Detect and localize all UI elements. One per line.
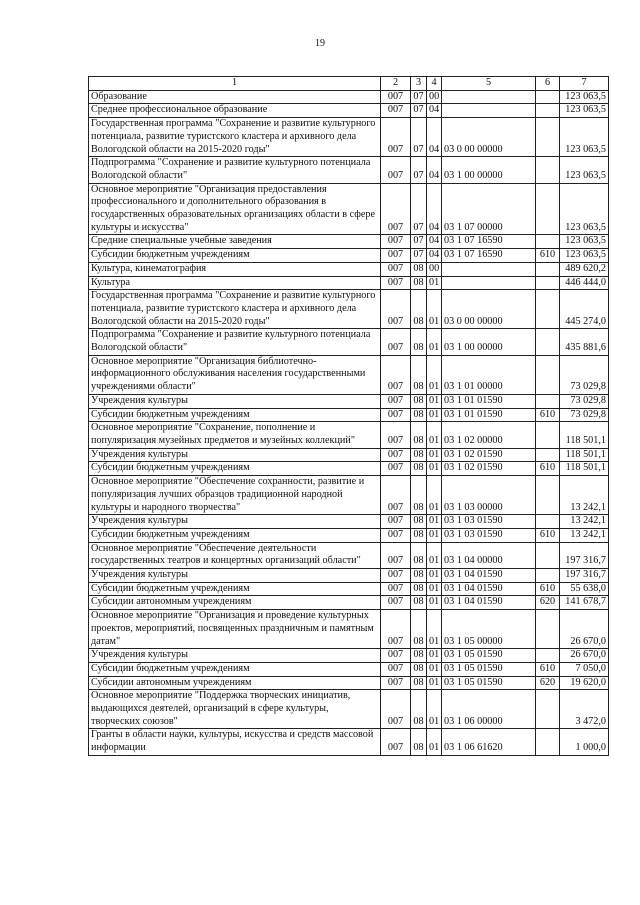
row-target-article	[442, 276, 536, 290]
row-ministry-code: 007	[381, 610, 411, 649]
row-amount: 7 050,0	[560, 662, 609, 676]
table-row	[89, 157, 609, 183]
table-row	[89, 183, 609, 235]
table-row	[89, 422, 609, 448]
row-name: Основное мероприятие "Обеспечение деятельности государственных театров и концертных организаций области"	[89, 542, 381, 568]
row-name: Подпрограмма "Сохранение и развитие культурного потенциала Вологодской области"	[89, 157, 381, 183]
row-amount: 141 678,7	[560, 596, 609, 610]
table-row	[89, 610, 609, 649]
row-section-code: 08	[411, 676, 427, 690]
row-amount: 197 316,7	[560, 542, 609, 568]
row-ministry-code: 007	[381, 542, 411, 568]
row-amount: 123 063,5	[560, 118, 609, 157]
row-ministry-code: 007	[381, 515, 411, 529]
row-name: Государственная программа "Сохранение и развитие культурного потенциала, развитие туристского кластера и архивного дела Вологодской области на 2015-2020 годы"	[89, 290, 381, 329]
table-row	[89, 582, 609, 596]
row-name: Субсидии бюджетным учреждениям	[89, 408, 381, 422]
table-row	[89, 528, 609, 542]
row-subsection-code: 04	[427, 235, 442, 249]
row-amount: 55 638,0	[560, 582, 609, 596]
row-expense-type	[536, 329, 560, 355]
row-ministry-code: 007	[381, 448, 411, 462]
row-section-code: 08	[411, 329, 427, 355]
row-subsection-code: 04	[427, 183, 442, 235]
table-row	[89, 448, 609, 462]
row-subsection-code: 01	[427, 528, 442, 542]
row-expense-type	[536, 515, 560, 529]
page-number: 19	[315, 38, 325, 49]
row-subsection-code: 01	[427, 290, 442, 329]
row-name: Субсидии автономным учреждениям	[89, 676, 381, 690]
row-subsection-code: 01	[427, 729, 442, 755]
row-amount: 26 670,0	[560, 649, 609, 663]
row-name: Учреждения культуры	[89, 649, 381, 663]
row-section-code: 08	[411, 610, 427, 649]
header-col-2: 2	[381, 77, 411, 91]
row-expense-type	[536, 262, 560, 276]
row-ministry-code: 007	[381, 262, 411, 276]
row-section-code: 07	[411, 104, 427, 118]
row-name: Учреждения культуры	[89, 515, 381, 529]
row-amount: 73 029,8	[560, 355, 609, 394]
row-section-code: 08	[411, 422, 427, 448]
table-row	[89, 569, 609, 583]
row-ministry-code: 007	[381, 476, 411, 515]
row-section-code: 08	[411, 276, 427, 290]
row-subsection-code: 01	[427, 462, 442, 476]
row-expense-type	[536, 448, 560, 462]
row-ministry-code: 007	[381, 118, 411, 157]
row-name: Основное мероприятие "Сохранение, пополнение и популяризация музейных предметов и музейных коллекций"	[89, 422, 381, 448]
row-target-article: 03 1 06 61620	[442, 729, 536, 755]
row-subsection-code: 01	[427, 542, 442, 568]
row-expense-type	[536, 476, 560, 515]
row-section-code: 07	[411, 118, 427, 157]
row-amount: 123 063,5	[560, 90, 609, 104]
row-target-article: 03 1 03 01590	[442, 515, 536, 529]
row-name: Культура	[89, 276, 381, 290]
row-amount: 1 000,0	[560, 729, 609, 755]
row-section-code: 07	[411, 249, 427, 263]
row-subsection-code: 01	[427, 276, 442, 290]
row-ministry-code: 007	[381, 690, 411, 729]
row-expense-type	[536, 104, 560, 118]
row-subsection-code: 01	[427, 408, 442, 422]
row-expense-type	[536, 157, 560, 183]
table-row	[89, 262, 609, 276]
row-expense-type	[536, 235, 560, 249]
header-col-5: 5	[442, 77, 536, 91]
row-ministry-code: 007	[381, 649, 411, 663]
table-row	[89, 662, 609, 676]
table-header-row	[89, 77, 609, 91]
row-amount: 123 063,5	[560, 183, 609, 235]
row-ministry-code: 007	[381, 276, 411, 290]
row-expense-type: 610	[536, 528, 560, 542]
row-expense-type: 610	[536, 582, 560, 596]
row-expense-type: 620	[536, 676, 560, 690]
table-row	[89, 408, 609, 422]
row-section-code: 08	[411, 515, 427, 529]
row-section-code: 08	[411, 528, 427, 542]
row-ministry-code: 007	[381, 90, 411, 104]
row-amount: 73 029,8	[560, 394, 609, 408]
row-target-article: 03 1 07 16590	[442, 235, 536, 249]
table-row	[89, 394, 609, 408]
row-subsection-code: 01	[427, 329, 442, 355]
row-subsection-code: 04	[427, 249, 442, 263]
row-ministry-code: 007	[381, 596, 411, 610]
row-target-article: 03 1 03 01590	[442, 528, 536, 542]
row-subsection-code: 01	[427, 569, 442, 583]
row-expense-type: 610	[536, 408, 560, 422]
row-name: Государственная программа "Сохранение и развитие культурного потенциала, развитие туристского кластера и архивного дела Вологодской области на 2015-2020 годы"	[89, 118, 381, 157]
row-section-code: 07	[411, 183, 427, 235]
row-name: Субсидии бюджетным учреждениям	[89, 528, 381, 542]
table-row	[89, 104, 609, 118]
row-target-article: 03 1 05 00000	[442, 610, 536, 649]
row-amount: 73 029,8	[560, 408, 609, 422]
table-row	[89, 476, 609, 515]
row-expense-type	[536, 355, 560, 394]
row-amount: 435 881,6	[560, 329, 609, 355]
row-amount: 489 620,2	[560, 262, 609, 276]
table-row	[89, 118, 609, 157]
row-section-code: 08	[411, 462, 427, 476]
row-expense-type	[536, 422, 560, 448]
row-amount: 3 472,0	[560, 690, 609, 729]
row-section-code: 07	[411, 157, 427, 183]
table-row	[89, 649, 609, 663]
table-row	[89, 290, 609, 329]
row-expense-type	[536, 276, 560, 290]
table-row	[89, 90, 609, 104]
row-target-article: 03 0 00 00000	[442, 118, 536, 157]
row-target-article	[442, 262, 536, 276]
row-ministry-code: 007	[381, 729, 411, 755]
table-row	[89, 249, 609, 263]
row-subsection-code: 00	[427, 262, 442, 276]
row-section-code: 08	[411, 542, 427, 568]
row-section-code: 08	[411, 569, 427, 583]
row-subsection-code: 01	[427, 515, 442, 529]
row-subsection-code: 01	[427, 582, 442, 596]
table-row	[89, 329, 609, 355]
table-row	[89, 542, 609, 568]
row-subsection-code: 01	[427, 422, 442, 448]
row-target-article: 03 0 00 00000	[442, 290, 536, 329]
row-expense-type	[536, 729, 560, 755]
row-amount: 445 274,0	[560, 290, 609, 329]
row-amount: 197 316,7	[560, 569, 609, 583]
row-target-article: 03 1 07 16590	[442, 249, 536, 263]
row-amount: 13 242,1	[560, 515, 609, 529]
row-target-article: 03 1 01 01590	[442, 408, 536, 422]
row-section-code: 07	[411, 90, 427, 104]
row-ministry-code: 007	[381, 462, 411, 476]
row-name: Субсидии бюджетным учреждениям	[89, 462, 381, 476]
row-section-code: 08	[411, 476, 427, 515]
row-ministry-code: 007	[381, 290, 411, 329]
row-name: Учреждения культуры	[89, 569, 381, 583]
row-name: Учреждения культуры	[89, 448, 381, 462]
row-amount: 26 670,0	[560, 610, 609, 649]
row-ministry-code: 007	[381, 394, 411, 408]
row-subsection-code: 04	[427, 157, 442, 183]
row-section-code: 08	[411, 290, 427, 329]
row-target-article: 03 1 07 00000	[442, 183, 536, 235]
table-row	[89, 515, 609, 529]
row-expense-type	[536, 690, 560, 729]
row-section-code: 08	[411, 690, 427, 729]
row-subsection-code: 01	[427, 355, 442, 394]
row-expense-type	[536, 118, 560, 157]
row-name: Учреждения культуры	[89, 394, 381, 408]
row-name: Субсидии бюджетным учреждениям	[89, 662, 381, 676]
row-name: Субсидии бюджетным учреждениям	[89, 582, 381, 596]
row-target-article: 03 1 04 01590	[442, 596, 536, 610]
row-ministry-code: 007	[381, 422, 411, 448]
table-row	[89, 729, 609, 755]
row-name: Основное мероприятие "Поддержка творческих инициатив, выдающихся деятелей, организаций в сфере культуры, творческих союзов"	[89, 690, 381, 729]
row-expense-type: 610	[536, 662, 560, 676]
row-section-code: 08	[411, 408, 427, 422]
row-name: Подпрограмма "Сохранение и развитие культурного потенциала Вологодской области"	[89, 329, 381, 355]
row-name: Культура, кинематография	[89, 262, 381, 276]
row-amount: 446 444,0	[560, 276, 609, 290]
row-section-code: 08	[411, 729, 427, 755]
row-section-code: 07	[411, 235, 427, 249]
table-row	[89, 462, 609, 476]
row-target-article: 03 1 05 01590	[442, 649, 536, 663]
header-col-1: 1	[89, 77, 381, 91]
row-section-code: 08	[411, 662, 427, 676]
row-name: Основное мероприятие "Обеспечение сохранности, развитие и популяризация лучших образцов традиционной народной культуры и народного творчества"	[89, 476, 381, 515]
row-ministry-code: 007	[381, 569, 411, 583]
row-target-article: 03 1 04 00000	[442, 542, 536, 568]
row-target-article: 03 1 06 00000	[442, 690, 536, 729]
row-expense-type	[536, 649, 560, 663]
row-target-article: 03 1 01 00000	[442, 355, 536, 394]
row-expense-type	[536, 290, 560, 329]
row-amount: 123 063,5	[560, 104, 609, 118]
row-expense-type	[536, 394, 560, 408]
row-section-code: 08	[411, 448, 427, 462]
row-ministry-code: 007	[381, 249, 411, 263]
row-target-article: 03 1 05 01590	[442, 676, 536, 690]
row-ministry-code: 007	[381, 528, 411, 542]
row-expense-type	[536, 610, 560, 649]
row-name: Субсидии бюджетным учреждениям	[89, 249, 381, 263]
header-col-4: 4	[427, 77, 442, 91]
header-col-7: 7	[560, 77, 609, 91]
row-amount: 123 063,5	[560, 157, 609, 183]
row-section-code: 08	[411, 394, 427, 408]
table-row	[89, 596, 609, 610]
row-expense-type	[536, 569, 560, 583]
row-amount: 19 620,0	[560, 676, 609, 690]
row-expense-type	[536, 542, 560, 568]
row-amount: 123 063,5	[560, 249, 609, 263]
row-section-code: 08	[411, 262, 427, 276]
header-col-6: 6	[536, 77, 560, 91]
row-ministry-code: 007	[381, 235, 411, 249]
table-row	[89, 676, 609, 690]
budget-table	[88, 76, 609, 756]
row-target-article: 03 1 02 00000	[442, 422, 536, 448]
row-name: Субсидии автономным учреждениям	[89, 596, 381, 610]
row-amount: 13 242,1	[560, 476, 609, 515]
row-ministry-code: 007	[381, 157, 411, 183]
row-subsection-code: 01	[427, 690, 442, 729]
row-section-code: 08	[411, 355, 427, 394]
row-target-article: 03 1 03 00000	[442, 476, 536, 515]
row-subsection-code: 01	[427, 476, 442, 515]
table-row	[89, 355, 609, 394]
row-subsection-code: 04	[427, 118, 442, 157]
row-amount: 118 501,1	[560, 448, 609, 462]
row-subsection-code: 01	[427, 596, 442, 610]
row-target-article: 03 1 05 01590	[442, 662, 536, 676]
row-subsection-code: 01	[427, 649, 442, 663]
row-subsection-code: 01	[427, 610, 442, 649]
row-subsection-code: 01	[427, 676, 442, 690]
table-row	[89, 276, 609, 290]
row-expense-type: 610	[536, 462, 560, 476]
row-target-article: 03 1 04 01590	[442, 582, 536, 596]
row-name: Основное мероприятие "Организация библиотечно-информационного обслуживания населения государственными учреждениями области"	[89, 355, 381, 394]
row-ministry-code: 007	[381, 104, 411, 118]
header-col-3: 3	[411, 77, 427, 91]
row-ministry-code: 007	[381, 408, 411, 422]
row-target-article	[442, 104, 536, 118]
row-subsection-code: 01	[427, 448, 442, 462]
row-ministry-code: 007	[381, 662, 411, 676]
row-expense-type: 610	[536, 249, 560, 263]
table-row	[89, 235, 609, 249]
row-expense-type	[536, 183, 560, 235]
row-ministry-code: 007	[381, 582, 411, 596]
row-expense-type	[536, 90, 560, 104]
row-amount: 123 063,5	[560, 235, 609, 249]
table-body	[89, 90, 609, 755]
row-subsection-code: 04	[427, 104, 442, 118]
row-target-article: 03 1 00 00000	[442, 329, 536, 355]
row-target-article: 03 1 02 01590	[442, 462, 536, 476]
row-name: Среднее профессиональное образование	[89, 104, 381, 118]
row-expense-type: 620	[536, 596, 560, 610]
row-amount: 118 501,1	[560, 462, 609, 476]
row-amount: 13 242,1	[560, 528, 609, 542]
row-ministry-code: 007	[381, 183, 411, 235]
row-section-code: 08	[411, 582, 427, 596]
row-ministry-code: 007	[381, 355, 411, 394]
row-ministry-code: 007	[381, 329, 411, 355]
row-subsection-code: 01	[427, 394, 442, 408]
row-section-code: 08	[411, 649, 427, 663]
row-target-article: 03 1 02 01590	[442, 448, 536, 462]
row-amount: 118 501,1	[560, 422, 609, 448]
row-target-article: 03 1 04 01590	[442, 569, 536, 583]
row-target-article: 03 1 00 00000	[442, 157, 536, 183]
row-name: Основное мероприятие "Организация и проведение культурных проектов, мероприятий, посвященных праздничным и памятным датам"	[89, 610, 381, 649]
row-ministry-code: 007	[381, 676, 411, 690]
row-subsection-code: 00	[427, 90, 442, 104]
row-target-article: 03 1 01 01590	[442, 394, 536, 408]
row-name: Основное мероприятие "Организация предоставления профессионального и дополнительного образования в государственных образовательных организациях области в сфере культуры и искусства"	[89, 183, 381, 235]
row-name: Гранты в области науки, культуры, искусства и средств массовой информации	[89, 729, 381, 755]
row-section-code: 08	[411, 596, 427, 610]
row-name: Средние специальные учебные заведения	[89, 235, 381, 249]
row-name: Образование	[89, 90, 381, 104]
row-target-article	[442, 90, 536, 104]
row-subsection-code: 01	[427, 662, 442, 676]
table-row	[89, 690, 609, 729]
